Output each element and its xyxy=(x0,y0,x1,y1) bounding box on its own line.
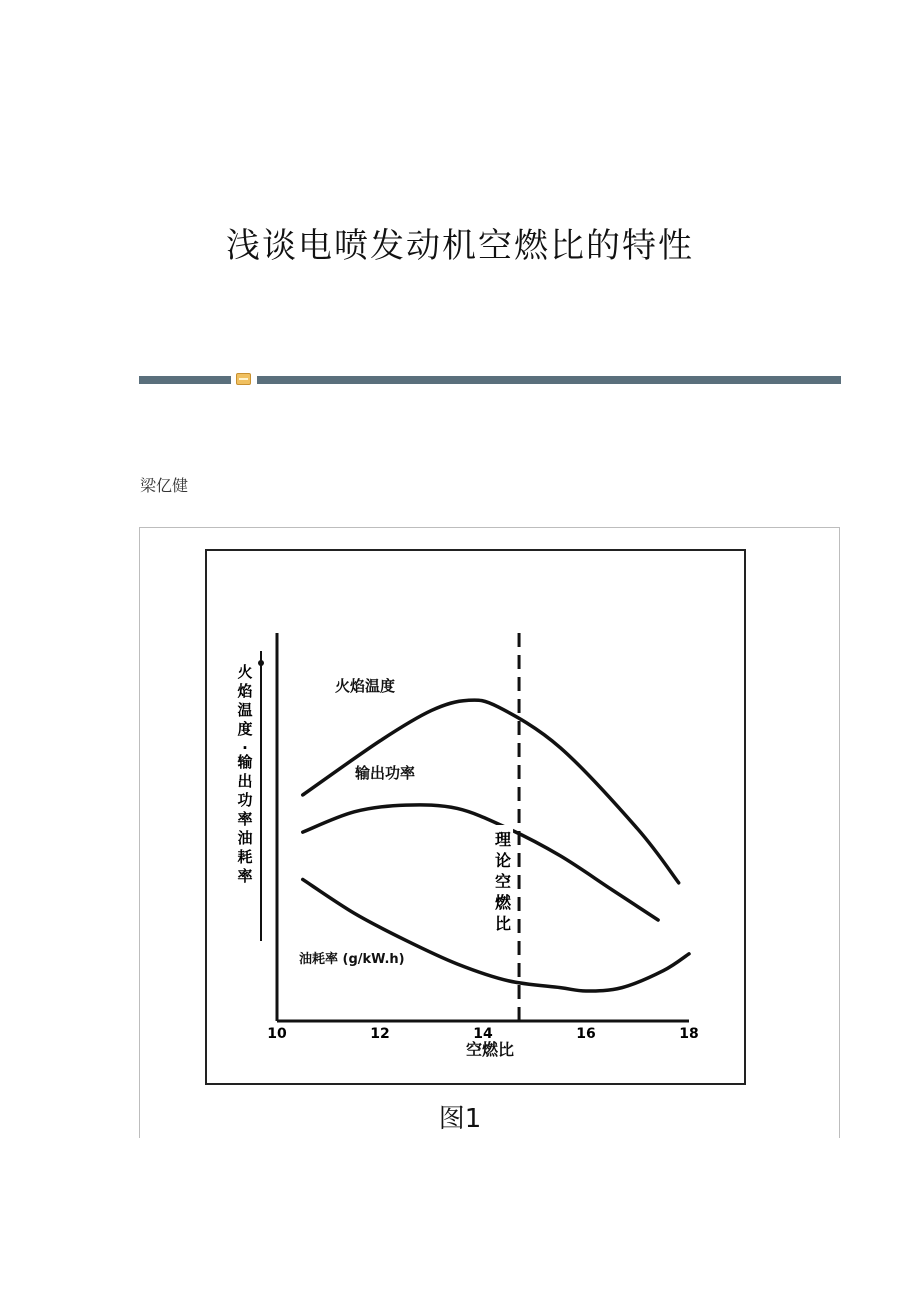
x-tick-label: 14 xyxy=(473,1026,493,1042)
chart-frame xyxy=(205,549,746,1085)
stoichiometric-label-char: 比 xyxy=(495,914,512,933)
y-axis-label-char: 功 xyxy=(237,791,253,809)
author-name: 梁亿健 xyxy=(140,476,189,495)
stoichiometric-label-char: 燃 xyxy=(495,893,512,912)
series-curve xyxy=(303,700,679,883)
y-axis-label-char: 率 xyxy=(237,867,253,885)
y-axis-label-char: 焰 xyxy=(237,682,253,700)
y-axis-label-char: · xyxy=(242,739,248,757)
x-tick-label: 12 xyxy=(370,1026,390,1042)
y-axis-label-char: 度 xyxy=(237,720,253,738)
air-fuel-ratio-chart xyxy=(207,551,744,1083)
x-tick-label: 10 xyxy=(267,1026,287,1042)
y-axis-label-char: 温 xyxy=(237,701,253,719)
y-axis-label-char: 油 xyxy=(237,829,253,847)
series-label-output-power: 输出功率 xyxy=(355,764,416,782)
x-axis-label: 空燃比 xyxy=(465,1040,515,1059)
y-axis-label-char: 输 xyxy=(237,753,253,771)
y-axis-label-char: 耗 xyxy=(237,848,253,866)
page-title: 浅谈电喷发动机空燃比的特性 xyxy=(226,226,694,266)
title-divider-left xyxy=(139,376,231,384)
stoichiometric-label-char: 理 xyxy=(495,830,512,849)
x-tick-label: 18 xyxy=(679,1026,699,1042)
stoichiometric-ratio-label xyxy=(493,825,513,933)
stoichiometric-label-char: 空 xyxy=(495,872,512,891)
title-divider-right xyxy=(257,376,841,384)
stoichiometric-label-char: 论 xyxy=(495,851,512,870)
figure-caption: 图1 xyxy=(438,1104,482,1134)
y-axis-label-char: 出 xyxy=(237,772,253,790)
x-tick-label: 16 xyxy=(576,1026,596,1042)
y-axis-label-char: 火 xyxy=(237,663,253,681)
series-label-flame-temp: 火焰温度 xyxy=(335,677,396,695)
divider-ornament-icon xyxy=(236,373,251,385)
series-label-fuel-consumption: 油耗率 (g/kW.h) xyxy=(299,952,405,967)
y-axis-label-char: 率 xyxy=(237,810,253,828)
series-curve xyxy=(303,805,658,920)
